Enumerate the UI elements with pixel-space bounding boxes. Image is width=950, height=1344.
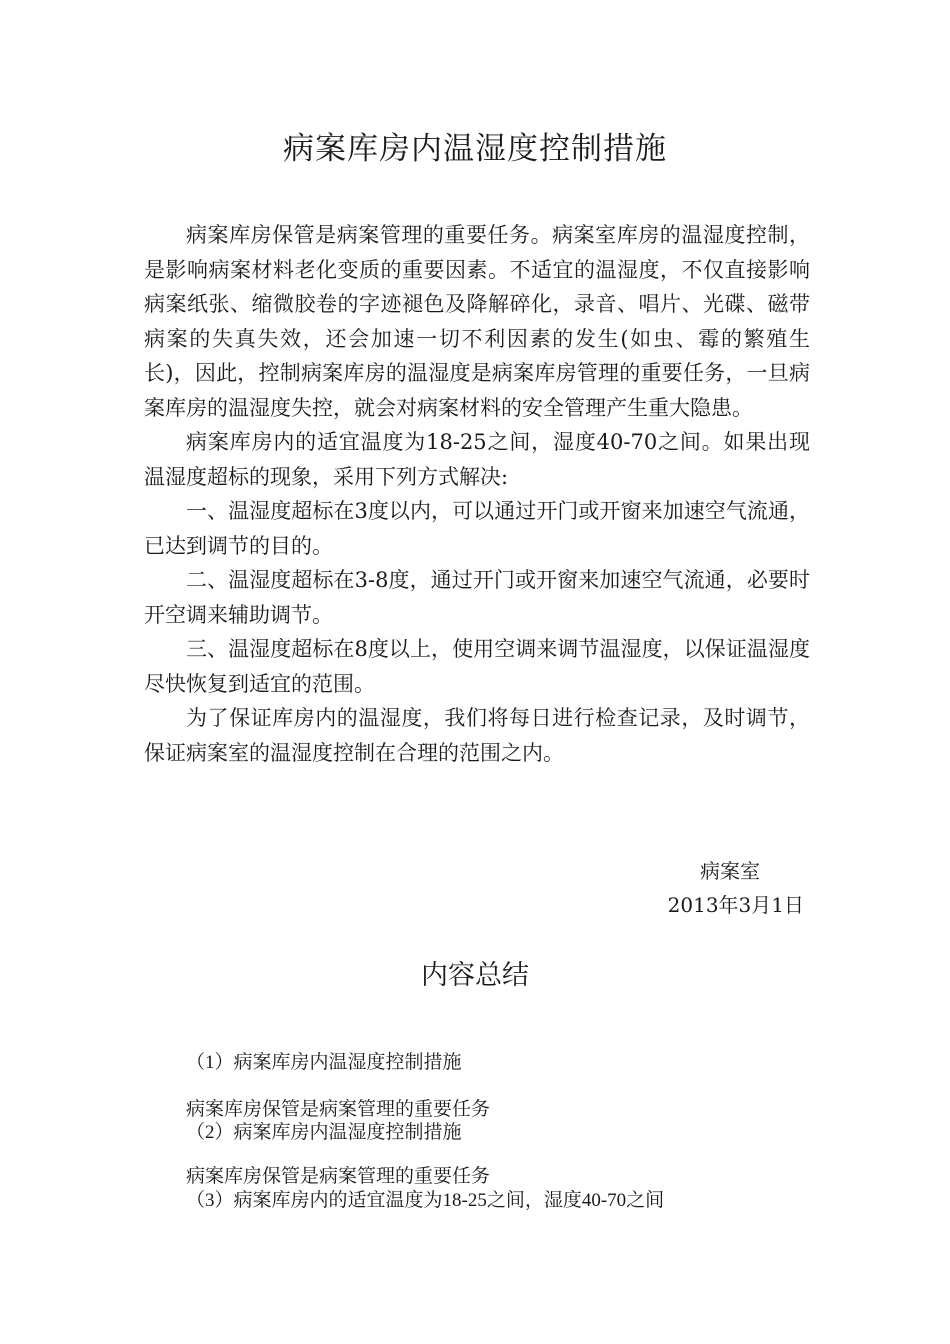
document-title: 病案库房内温湿度控制措施 <box>283 131 667 167</box>
paragraph-measure-2: 二、温湿度超标在3-8度，通过开门或开窗来加速空气流通，必要时开空调来辅助调节。 <box>144 568 810 627</box>
summary-title: 内容总结 <box>421 960 529 991</box>
document-body <box>144 218 810 770</box>
summary-item-1: （1）病案库房内温湿度控制措施 <box>186 1052 462 1073</box>
summary-text-2: 病案库房保管是病案管理的重要任务 <box>186 1166 491 1187</box>
summary-text-1: 病案库房保管是病案管理的重要任务 <box>186 1099 491 1120</box>
summary-item-2: （2）病案库房内温湿度控制措施 <box>186 1122 462 1143</box>
paragraph-measure-3: 三、温湿度超标在8度以上，使用空调来调节温湿度，以保证温湿度尽快恢复到适宜的范围。 <box>144 637 810 696</box>
paragraph-suitable-range: 病案库房内的适宜温度为18-25之间，湿度40-70之间。如果出现温湿度超标的现象，采用下列方式解决: <box>144 430 810 489</box>
paragraph-closing: 为了保证库房内的温湿度，我们将每日进行检查记录，及时调节，保证病案室的温湿度控制在合理的范围之内。 <box>144 706 810 765</box>
signature-department: 病案室 <box>700 859 760 883</box>
paragraph-intro: 病案库房保管是病案管理的重要任务。病案室库房的温湿度控制，是影响病案材料老化变质的重要因素。不适宜的温湿度，不仅直接影响病案纸张、缩微胶卷的字迹褪色及降解碎化，录音、唱片、光碟、磁带病案的失真失效，还会加速一切不利因素的发生(如虫、霉的繁殖生长)，因此，控制病案库房的温湿度是病案库房管理的重要任务，一旦病案库房的温湿度失控，就会对病案材料的安全管理产生重大隐患。 <box>144 223 810 420</box>
summary-item-3: （3）病案库房内的适宜温度为18-25之间，湿度40-70之间 <box>186 1190 665 1211</box>
paragraph-measure-1: 一、温湿度超标在3度以内，可以通过开门或开窗来加速空气流通，已达到调节的目的。 <box>144 499 810 558</box>
signature-date: 2013年3月1日 <box>667 893 804 917</box>
